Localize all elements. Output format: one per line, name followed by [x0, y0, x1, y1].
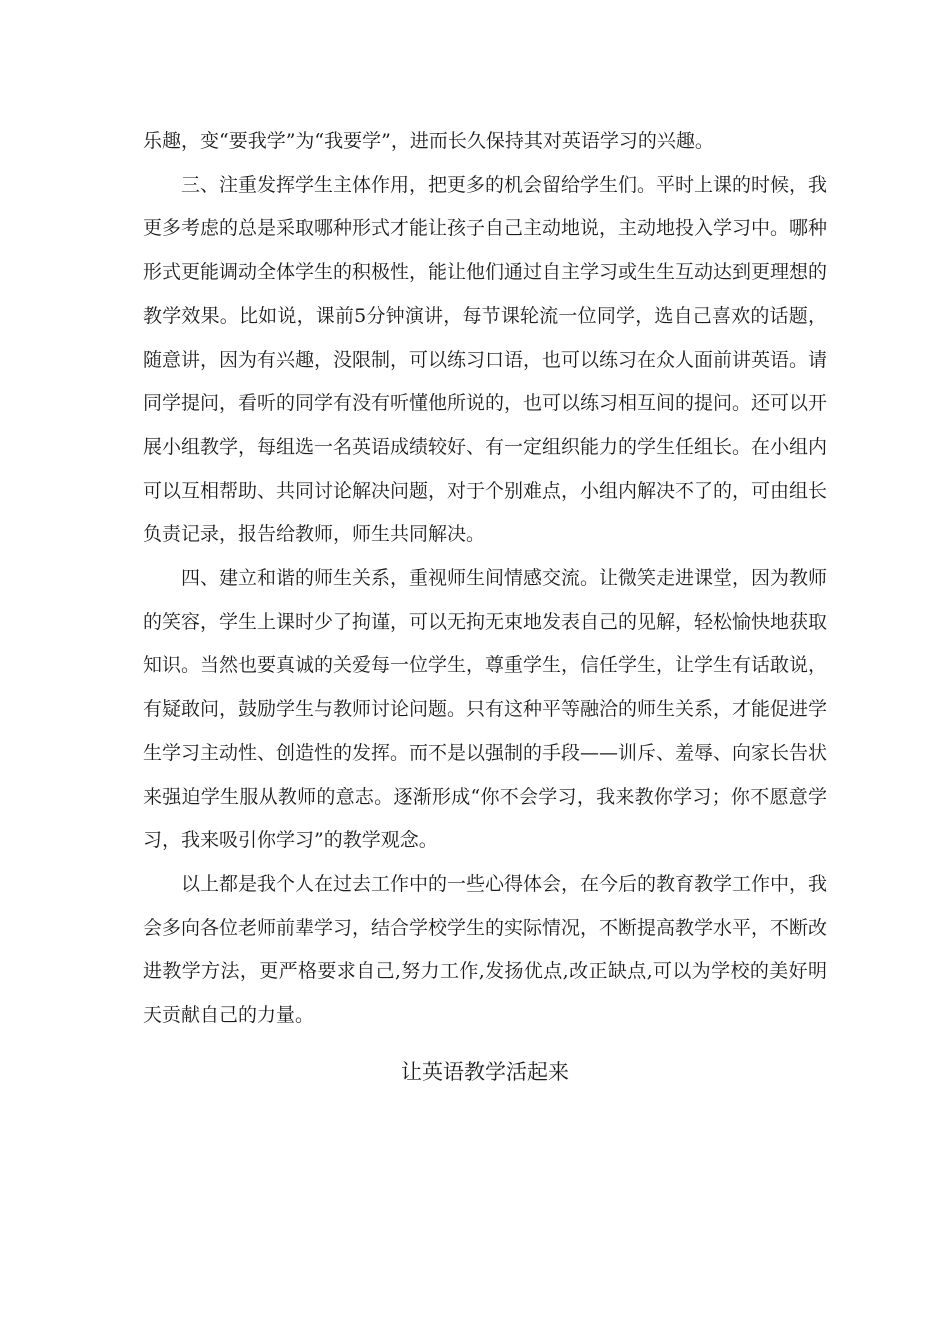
document-body	[143, 120, 827, 1100]
paragraph-section-three: 三、注重发挥学生主体作用，把更多的机会留给学生们。平时上课的时候，我更多考虑的总是采取哪种形式才能让孩子自己主动地说，主动地投入学习中。哪种形式更能调动全体学生的积极性，能让他们通过自主学习或生生互动达到更理想的教学效果。比如说，课前5分钟演讲，每节课轮流一位同学，选自己喜欢的话题，随意讲，因为有兴趣，没限制，可以练习口语，也可以练习在众人面前讲英语。请同学提问，看听的同学有没有听懂他所说的，也可以练习相互间的提问。还可以开展小组教学，每组选一名英语成绩较好、有一定组织能力的学生任组长。在小组内可以互相帮助、共同讨论解决问题，对于个别难点，小组内解决不了的，可由组长负责记录，报告给教师，师生共同解决。	[143, 173, 828, 546]
paragraph-continuation: 乐趣，变“要我学”为“我要学”，进而长久保持其对英语学习的兴趣。	[143, 130, 714, 152]
paragraph-conclusion: 以上都是我个人在过去工作中的一些心得体会，在今后的教育教学工作中，我会多向各位老师前辈学习，结合学校学生的实际情况，不断提高教学水平，不断改进教学方法，更严格要求自己,努力工作,发扬优点,改正缺点,可以为学校的美好明天贡献自己的力量。	[143, 872, 828, 1027]
paragraph-section-four: 四、建立和谐的师生关系，重视师生间情感交流。让微笑走进课堂，因为教师的笑容，学生上课时少了拘谨，可以无拘无束地发表自己的见解，轻松愉快地获取知识。当然也要真诚的关爱每一位学生，尊重学生，信任学生，让学生有话敢说，有疑敢问，鼓励学生与教师讨论问题。只有这种平等融洽的师生关系，才能促进学生学习主动性、创造性的发挥。而不是以强制的手段——训斥、羞辱、向家长告状来强迫学生服从教师的意志。逐渐形成“你不会学习，我来教你学习；你不愿意学习，我来吸引你学习”的教学观念。	[143, 567, 828, 852]
next-article-title: 让英语教学活起来	[401, 1059, 569, 1084]
